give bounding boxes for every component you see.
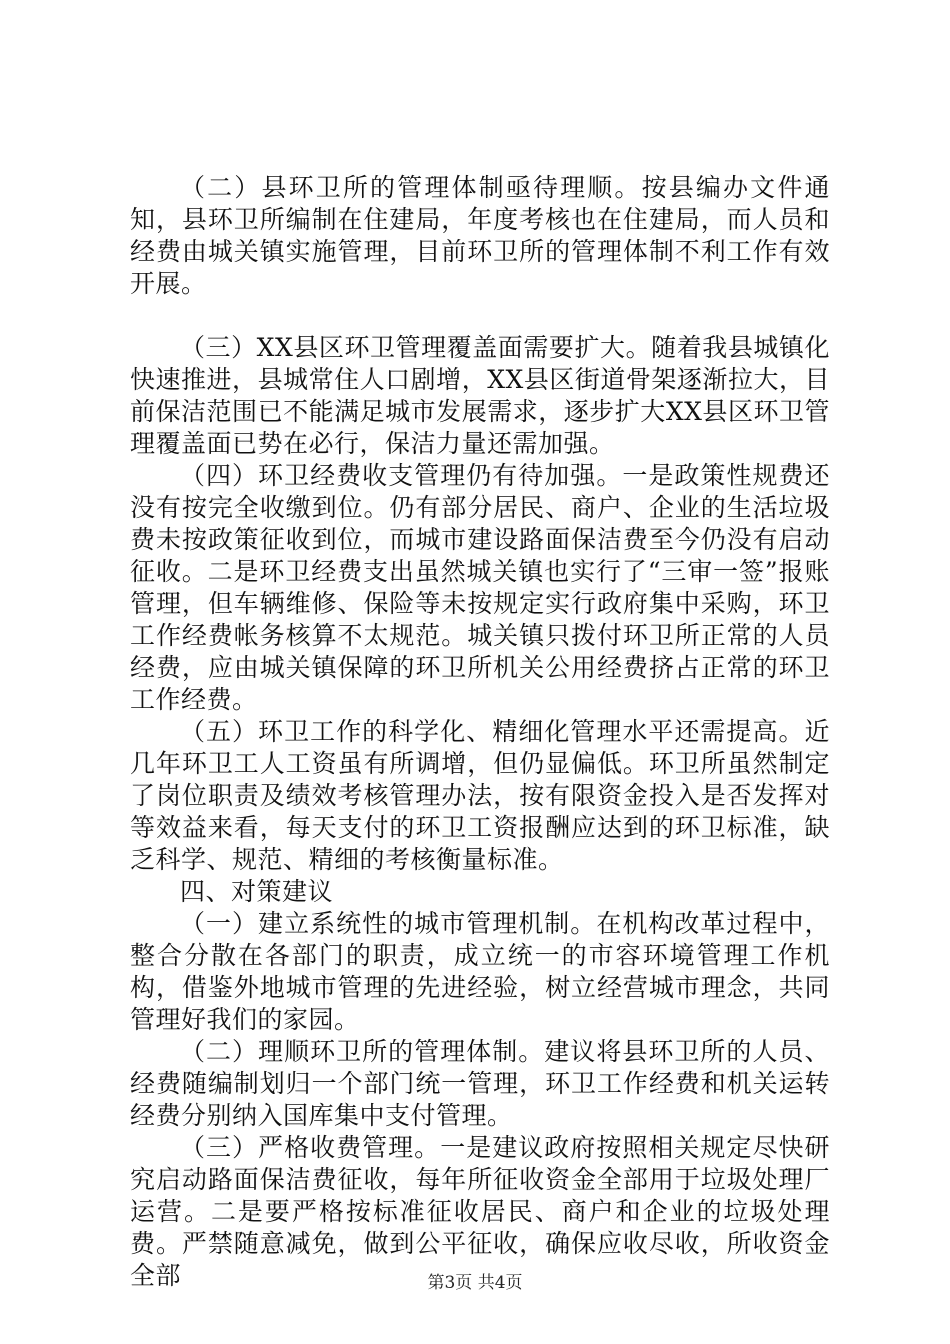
paragraph-city-management-mechanism: （一）建立系统性的城市管理机制。在机构改革过程中，整合分散在各部门的职责，成立统一的市容环境管理工作机构，借鉴外地城市管理的先进经验，树立经营城市理念，共同管理好我们的家园。 — [130, 909, 830, 1034]
section-heading-countermeasures: 四、对策建议 — [180, 877, 334, 906]
paragraph-rationalize-system: （二）理顺环卫所的管理体制。建议将县环卫所的人员、经费随编制划归一个部门统一管理，环卫工作经费和机关运转经费分别纳入国库集中支付管理。 — [130, 1037, 830, 1130]
document-body — [130, 172, 830, 1292]
page-number-label: 第3页 共4页 — [427, 1273, 523, 1293]
paragraph-funding-management: （四）环卫经费收支管理仍有待加强。一是政策性规费还没有按完全收缴到位。仍有部分居民、商户、企业的生活垃圾费未按政策征收到位，而城市建设路面保洁费至今仍没有启动征收。二是环卫经费支出虽然城关镇也实行了“三审一签”报账管理，但车辆维修、保险等未按规定实行政府集中采购，环卫工作经费帐务核算不太规范。城关镇只拨付环卫所正常的人员经费，应由城关镇保障的环卫所机关公用经费挤占正常的环卫工作经费。 — [130, 461, 830, 714]
paragraph-scientific-management: （五）环卫工作的科学化、精细化管理水平还需提高。近几年环卫工人工资虽有所调增，但仍显偏低。环卫所虽然制定了岗位职责及绩效考核管理办法，按有限资金投入是否发挥对等效益来看，每天支付的环卫工资报酬应达到的环卫标准，缺乏科学、规范、精细的考核衡量标准。 — [130, 717, 830, 874]
paragraph-coverage-expansion: （三）XX县区环卫管理覆盖面需要扩大。随着我县城镇化快速推进，县城常住人口剧增，XX县区街道骨架逐渐拉大，目前保洁范围已不能满足城市发展需求，逐步扩大XX县区环卫管理覆盖面已势在必行，保洁力量还需加强。 — [130, 333, 830, 458]
page-footer — [0, 1272, 950, 1294]
paragraph-fee-management: （三）严格收费管理。一是建议政府按照相关规定尽快研究启动路面保洁费征收，每年所征收资金全部用于垃圾处理厂运营。二是要严格按标准征收居民、商户和企业的垃圾处理费。严禁随意减免，做到公平征收，确保应收尽收，所收资金全部 — [130, 1133, 830, 1290]
paragraph-management-system: （二）县环卫所的管理体制亟待理顺。按县编办文件通知，县环卫所编制在住建局，年度考核也在住建局，而人员和经费由城关镇实施管理，目前环卫所的管理体制不利工作有效开展。 — [130, 173, 830, 298]
